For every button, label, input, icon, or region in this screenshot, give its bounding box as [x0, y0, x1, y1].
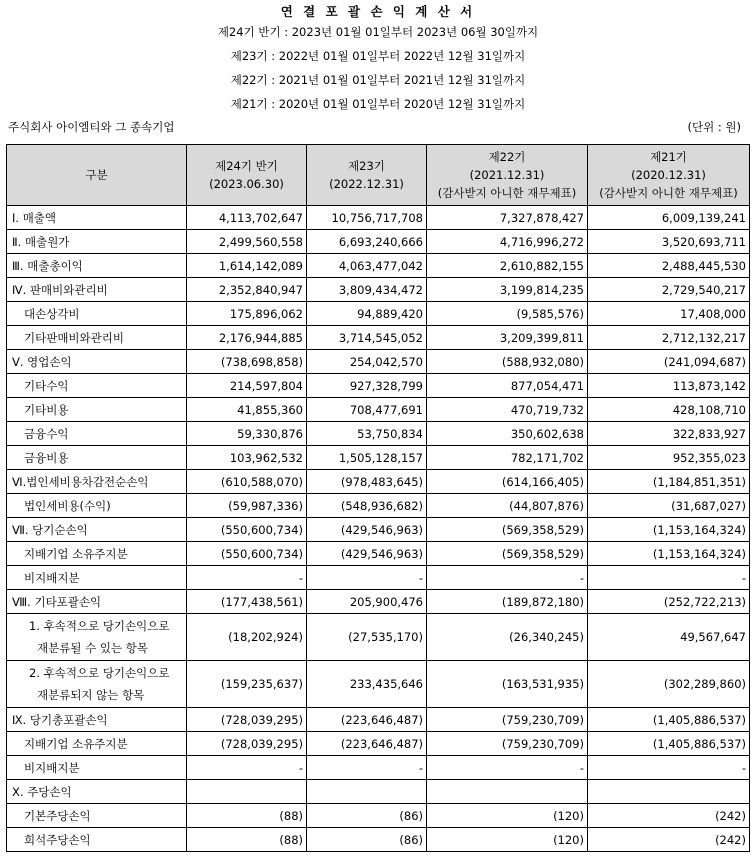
- row-value: 3,714,545,052: [307, 326, 427, 350]
- row-value: 2,610,882,155: [427, 254, 588, 278]
- row-value: (759,230,709): [427, 732, 588, 756]
- row-value: (1,153,164,324): [588, 542, 750, 566]
- row-value: (1,184,851,351): [588, 470, 750, 494]
- row-value: 2,352,840,947: [187, 278, 307, 302]
- table-row: [7, 590, 750, 614]
- row-value: (569,358,529): [427, 518, 588, 542]
- row-value: 3,520,693,711: [588, 230, 750, 254]
- row-label: 희석주당손익: [7, 828, 187, 852]
- table-row: [7, 756, 750, 780]
- row-value: (159,235,637): [187, 661, 307, 708]
- row-value: (177,438,561): [187, 590, 307, 614]
- row-value: 49,567,647: [588, 614, 750, 661]
- row-value: (223,646,487): [307, 708, 427, 732]
- row-value: (242): [588, 804, 750, 828]
- row-value: 708,477,691: [307, 398, 427, 422]
- row-value: 4,716,996,272: [427, 230, 588, 254]
- row-value: (86): [307, 828, 427, 852]
- row-value: (610,588,070): [187, 470, 307, 494]
- row-label: 2. 후속적으로 당기손익으로 재분류되지 않는 항목: [7, 661, 187, 708]
- row-value: 175,896,062: [187, 302, 307, 326]
- row-value: 1,614,142,089: [187, 254, 307, 278]
- row-value: (429,546,963): [307, 518, 427, 542]
- row-value: 59,330,876: [187, 422, 307, 446]
- row-label: 금융수익: [7, 422, 187, 446]
- row-value: 3,809,434,472: [307, 278, 427, 302]
- row-label: 기타판매비와관리비: [7, 326, 187, 350]
- row-value: 113,873,142: [588, 374, 750, 398]
- row-value: (88): [187, 828, 307, 852]
- row-value: [588, 780, 750, 804]
- table-row: [7, 614, 750, 661]
- table-row: [7, 374, 750, 398]
- row-value: (569,358,529): [427, 542, 588, 566]
- row-value: 17,408,000: [588, 302, 750, 326]
- row-label: 법인세비용(수익): [7, 494, 187, 518]
- row-value: 350,602,638: [427, 422, 588, 446]
- table-row: [7, 422, 750, 446]
- table-row: [7, 350, 750, 374]
- period-line: 제23기 : 2022년 01월 01일부터 2022년 12월 31일까지: [230, 49, 526, 63]
- row-value: (302,289,860): [588, 661, 750, 708]
- row-label: 비지배지분: [7, 756, 187, 780]
- table-row: [7, 804, 750, 828]
- row-value: (86): [307, 804, 427, 828]
- row-value: (759,230,709): [427, 708, 588, 732]
- row-value: 2,488,445,530: [588, 254, 750, 278]
- table-row: [7, 661, 750, 708]
- row-label: Ⅷ. 기타포괄손익: [7, 590, 187, 614]
- row-value: (550,600,734): [187, 518, 307, 542]
- row-value: -: [588, 566, 750, 590]
- row-value: (88): [187, 804, 307, 828]
- table-row: [7, 470, 750, 494]
- row-label: Ⅹ. 주당손익: [7, 780, 187, 804]
- row-value: (588,932,080): [427, 350, 588, 374]
- row-value: 1,505,128,157: [307, 446, 427, 470]
- header-period-24: 제24기 반기 (2023.06.30): [187, 145, 307, 206]
- row-value: (241,094,687): [588, 350, 750, 374]
- row-value: 6,009,139,241: [588, 206, 750, 230]
- table-row: [7, 566, 750, 590]
- table-row: [7, 828, 750, 852]
- row-label: 비지배지분: [7, 566, 187, 590]
- row-value: (189,872,180): [427, 590, 588, 614]
- row-value: 4,063,477,042: [307, 254, 427, 278]
- row-value: -: [427, 756, 588, 780]
- row-value: 470,719,732: [427, 398, 588, 422]
- row-value: 952,355,023: [588, 446, 750, 470]
- row-value: 322,833,927: [588, 422, 750, 446]
- row-value: (242): [588, 828, 750, 852]
- row-label: Ⅴ. 영업손익: [7, 350, 187, 374]
- unit-label: (단위 : 원): [687, 120, 741, 134]
- row-label: Ⅱ. 매출원가: [7, 230, 187, 254]
- row-label: 기타수익: [7, 374, 187, 398]
- row-value: 782,171,702: [427, 446, 588, 470]
- header-period-23: 제23기 (2022.12.31): [307, 145, 427, 206]
- row-label: 기본주당손익: [7, 804, 187, 828]
- company-name: 주식회사 아이엠티와 그 종속기업: [8, 120, 175, 134]
- table-row: [7, 230, 750, 254]
- row-value: -: [187, 566, 307, 590]
- row-value: 205,900,476: [307, 590, 427, 614]
- row-label: Ⅸ. 당기총포괄손익: [7, 708, 187, 732]
- row-value: (738,698,858): [187, 350, 307, 374]
- row-value: [187, 780, 307, 804]
- row-value: (27,535,170): [307, 614, 427, 661]
- row-value: 927,328,799: [307, 374, 427, 398]
- row-value: -: [427, 566, 588, 590]
- table-row: [7, 206, 750, 230]
- row-label: Ⅰ. 매출액: [7, 206, 187, 230]
- row-value: -: [187, 756, 307, 780]
- row-label: Ⅳ. 판매비와관리비: [7, 278, 187, 302]
- row-value: [427, 780, 588, 804]
- row-value: (120): [427, 804, 588, 828]
- row-value: (978,483,645): [307, 470, 427, 494]
- row-label: 1. 후속적으로 당기손익으로 재분류될 수 있는 항목: [7, 614, 187, 661]
- row-value: (26,340,245): [427, 614, 588, 661]
- table-row: [7, 254, 750, 278]
- table-row: [7, 302, 750, 326]
- row-label: Ⅵ.법인세비용차감전순손익: [7, 470, 187, 494]
- row-label: 금융비용: [7, 446, 187, 470]
- row-value: (59,987,336): [187, 494, 307, 518]
- row-value: (1,405,886,537): [588, 732, 750, 756]
- row-value: (548,936,682): [307, 494, 427, 518]
- row-value: 6,693,240,666: [307, 230, 427, 254]
- row-value: (429,546,963): [307, 542, 427, 566]
- statement-title: 연 결 포 괄 손 익 계 산 서: [280, 4, 476, 19]
- period-line: 제24기 반기 : 2023년 01월 01일부터 2023년 06월 30일까지: [217, 25, 539, 39]
- row-value: 10,756,717,708: [307, 206, 427, 230]
- row-value: (31,687,027): [588, 494, 750, 518]
- row-value: 233,435,646: [307, 661, 427, 708]
- table-row: [7, 446, 750, 470]
- table-row: [7, 732, 750, 756]
- row-value: 214,597,804: [187, 374, 307, 398]
- row-value: [307, 780, 427, 804]
- row-value: 2,729,540,217: [588, 278, 750, 302]
- row-label: 대손상각비: [7, 302, 187, 326]
- row-value: (120): [427, 828, 588, 852]
- table-row: [7, 518, 750, 542]
- row-value: -: [307, 566, 427, 590]
- row-value: 4,113,702,647: [187, 206, 307, 230]
- row-value: (614,166,405): [427, 470, 588, 494]
- income-statement-table: [6, 144, 750, 852]
- row-label: 지배기업 소유주지분: [7, 542, 187, 566]
- row-value: (252,722,213): [588, 590, 750, 614]
- table-row: [7, 326, 750, 350]
- row-value: 877,054,471: [427, 374, 588, 398]
- row-value: (44,807,876): [427, 494, 588, 518]
- row-value: (223,646,487): [307, 732, 427, 756]
- period-line: 제22기 : 2021년 01월 01일부터 2021년 12월 31일까지: [230, 73, 526, 87]
- row-value: 2,176,944,885: [187, 326, 307, 350]
- row-value: (728,039,295): [187, 732, 307, 756]
- row-value: (1,153,164,324): [588, 518, 750, 542]
- table-row: [7, 708, 750, 732]
- header-period-22: 제22기 (2021.12.31) (감사받지 아니한 재무제표): [427, 145, 588, 206]
- row-value: (550,600,734): [187, 542, 307, 566]
- row-value: 254,042,570: [307, 350, 427, 374]
- row-value: (728,039,295): [187, 708, 307, 732]
- row-label: 기타비용: [7, 398, 187, 422]
- row-value: 53,750,834: [307, 422, 427, 446]
- row-value: (9,585,576): [427, 302, 588, 326]
- row-value: 2,499,560,558: [187, 230, 307, 254]
- header-period-21: 제21기 (2020.12.31) (감사받지 아니한 재무제표): [588, 145, 750, 206]
- row-value: 3,199,814,235: [427, 278, 588, 302]
- period-line: 제21기 : 2020년 01월 01일부터 2020년 12월 31일까지: [230, 97, 526, 111]
- row-value: 103,962,532: [187, 446, 307, 470]
- table-row: [7, 278, 750, 302]
- table-row: [7, 398, 750, 422]
- row-value: 7,327,878,427: [427, 206, 588, 230]
- row-value: 2,712,132,217: [588, 326, 750, 350]
- row-value: -: [588, 756, 750, 780]
- row-value: (18,202,924): [187, 614, 307, 661]
- row-value: 428,108,710: [588, 398, 750, 422]
- row-label: Ⅶ. 당기순손익: [7, 518, 187, 542]
- header-category: 구분: [7, 145, 187, 206]
- table-row: [7, 780, 750, 804]
- row-value: (1,405,886,537): [588, 708, 750, 732]
- row-value: (163,531,935): [427, 661, 588, 708]
- table-row: [7, 494, 750, 518]
- row-label: 지배기업 소유주지분: [7, 732, 187, 756]
- table-header-row: [7, 145, 750, 206]
- row-label: Ⅲ. 매출총이익: [7, 254, 187, 278]
- row-value: 41,855,360: [187, 398, 307, 422]
- row-value: 94,889,420: [307, 302, 427, 326]
- table-row: [7, 542, 750, 566]
- row-value: -: [307, 756, 427, 780]
- row-value: 3,209,399,811: [427, 326, 588, 350]
